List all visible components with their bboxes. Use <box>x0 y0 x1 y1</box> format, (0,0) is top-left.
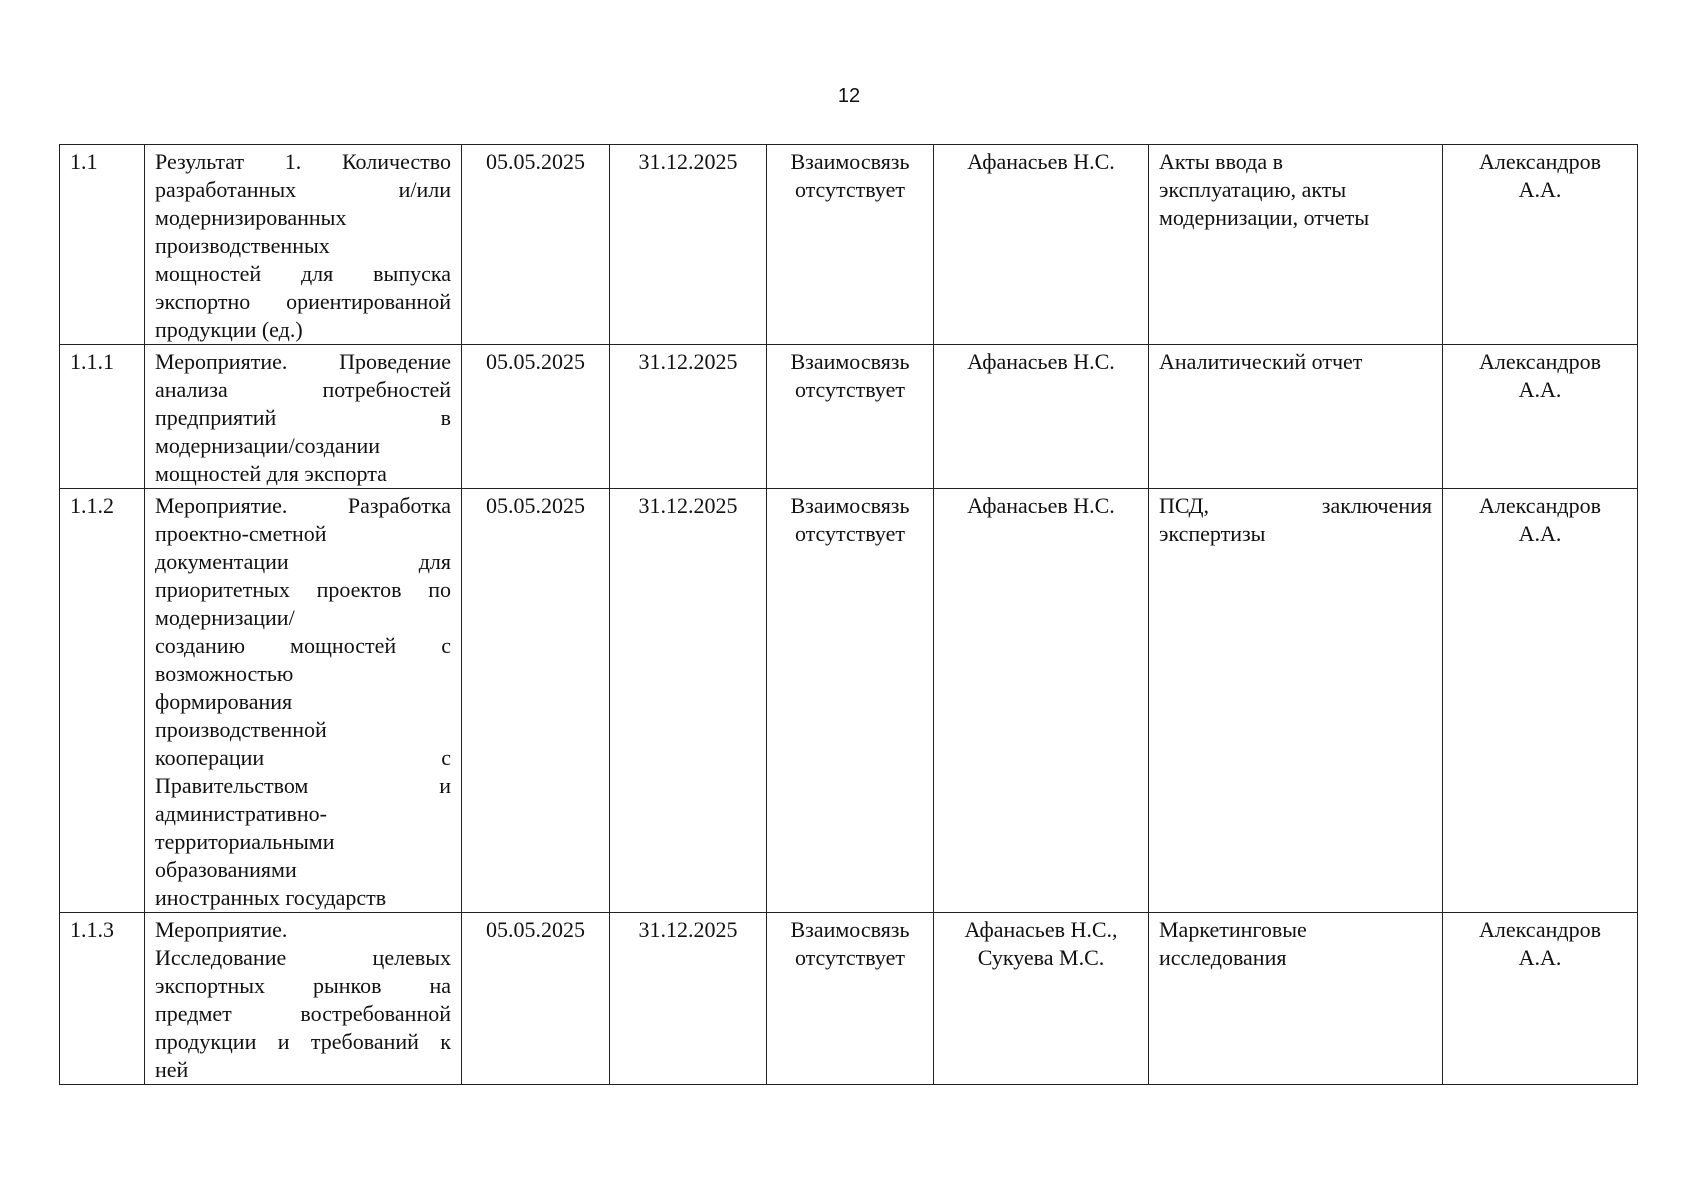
row-number: 1.1.3 <box>70 917 114 942</box>
documents-line: экспертизы <box>1159 521 1266 546</box>
row-name-line: модернизации/ <box>155 605 295 630</box>
responsible-cell <box>934 489 1149 913</box>
table-row <box>60 913 1638 1085</box>
documents-line: Акты ввода в <box>1159 149 1284 174</box>
responsible-line: Афанасьев Н.С. <box>967 149 1115 174</box>
documents-line: эксплуатацию, акты <box>1159 177 1347 202</box>
plan-table <box>59 144 1638 1085</box>
row-name-cell <box>145 145 462 345</box>
relation-cell <box>767 345 934 489</box>
end-date-cell <box>610 145 767 345</box>
relation-line: Взаимосвязь <box>790 917 910 942</box>
start-date: 05.05.2025 <box>486 917 585 942</box>
start-date-cell <box>462 913 610 1085</box>
documents-line: ПСД, заключения <box>1159 493 1432 518</box>
responsible-cell <box>934 913 1149 1085</box>
relation-cell <box>767 913 934 1085</box>
row-name-cell <box>145 489 462 913</box>
row-name-line: производственной <box>155 717 327 742</box>
row-name-line: предмет востребованной <box>155 1001 451 1026</box>
curator-cell <box>1443 913 1638 1085</box>
row-name-cell <box>145 345 462 489</box>
documents-line: Маркетинговые <box>1159 917 1307 942</box>
responsible-line: Афанасьев Н.С., <box>964 917 1118 942</box>
row-name-line: модернизации/создании <box>155 433 381 458</box>
row-name-line: продукции (ед.) <box>155 317 303 342</box>
documents-cell <box>1149 145 1443 345</box>
documents-cell <box>1149 489 1443 913</box>
row-number: 1.1 <box>70 149 98 174</box>
row-name-line: Мероприятие. Разработка <box>155 493 451 518</box>
end-date: 31.12.2025 <box>638 349 738 374</box>
responsible-cell <box>934 145 1149 345</box>
row-name-cell <box>145 913 462 1085</box>
documents-cell <box>1149 345 1443 489</box>
row-name-line: мощностей для экспорта <box>155 461 387 486</box>
responsible-cell <box>934 345 1149 489</box>
end-date: 31.12.2025 <box>638 917 738 942</box>
row-name-line: документации для <box>155 549 451 574</box>
row-name-line: территориальными <box>155 829 335 854</box>
curator-line: Александров <box>1479 493 1601 518</box>
row-name-line: экспортных рынков на <box>155 973 451 998</box>
row-name-line: административно- <box>155 801 327 826</box>
row-number: 1.1.1 <box>70 349 114 374</box>
start-date: 05.05.2025 <box>486 349 585 374</box>
documents-line: Аналитический отчет <box>1159 349 1363 374</box>
relation-line: отсутствует <box>794 945 906 970</box>
end-date: 31.12.2025 <box>638 149 738 174</box>
row-name-line: приоритетных проектов по <box>155 577 451 602</box>
row-name-line: модернизированных <box>155 205 347 230</box>
start-date: 05.05.2025 <box>486 493 585 518</box>
row-name-line: кооперации с <box>155 745 451 770</box>
row-name-line: разработанных и/или <box>155 177 451 202</box>
end-date: 31.12.2025 <box>638 493 738 518</box>
plan-table-body <box>60 145 1638 1085</box>
relation-cell <box>767 489 934 913</box>
row-name-line: анализа потребностей <box>155 377 451 402</box>
responsible-line: Афанасьев Н.С. <box>967 349 1115 374</box>
row-number-cell <box>60 489 145 913</box>
row-number-cell <box>60 913 145 1085</box>
curator-cell <box>1443 145 1638 345</box>
row-number-cell <box>60 345 145 489</box>
responsible-line: Афанасьев Н.С. <box>967 493 1115 518</box>
documents-line: исследования <box>1159 945 1287 970</box>
curator-cell <box>1443 345 1638 489</box>
curator-line: Александров <box>1479 349 1601 374</box>
relation-cell <box>767 145 934 345</box>
end-date-cell <box>610 489 767 913</box>
end-date-cell <box>610 913 767 1085</box>
relation-line: Взаимосвязь <box>790 493 910 518</box>
row-name-line: ней <box>155 1057 189 1082</box>
start-date-cell <box>462 345 610 489</box>
start-date: 05.05.2025 <box>486 149 585 174</box>
row-name-line: Мероприятие. Проведение <box>155 349 451 374</box>
curator-line: А.А. <box>1518 945 1562 970</box>
table-row <box>60 489 1638 913</box>
row-name-line: экспортно ориентированной <box>155 289 451 314</box>
relation-line: Взаимосвязь <box>790 149 910 174</box>
row-number-cell <box>60 145 145 345</box>
relation-line: отсутствует <box>794 177 906 202</box>
row-name-line: производственных <box>155 233 330 258</box>
page-number: 12 <box>837 85 861 107</box>
row-name-line: иностранных государств <box>155 885 387 910</box>
row-name-line: Исследование целевых <box>155 945 451 970</box>
curator-cell <box>1443 489 1638 913</box>
relation-line: отсутствует <box>794 521 906 546</box>
documents-cell <box>1149 913 1443 1085</box>
end-date-cell <box>610 345 767 489</box>
row-name-line: формирования <box>155 689 293 714</box>
curator-line: А.А. <box>1518 521 1562 546</box>
row-number: 1.1.2 <box>70 493 114 518</box>
documents-line: модернизации, отчеты <box>1159 205 1370 230</box>
row-name-line: предприятий в <box>155 405 451 430</box>
curator-line: А.А. <box>1518 377 1562 402</box>
row-name-line: Правительством и <box>155 773 451 798</box>
curator-line: Александров <box>1479 149 1601 174</box>
row-name-line: образованиями <box>155 857 297 882</box>
row-name-line: созданию мощностей с <box>155 633 451 658</box>
start-date-cell <box>462 145 610 345</box>
row-name-line: Мероприятие. <box>155 917 288 942</box>
row-name-line: продукции и требований к <box>155 1029 451 1054</box>
curator-line: А.А. <box>1518 177 1562 202</box>
row-name-line: возможностью <box>155 661 294 686</box>
start-date-cell <box>462 489 610 913</box>
curator-line: Александров <box>1479 917 1601 942</box>
table-row <box>60 145 1638 345</box>
row-name-line: проектно-сметной <box>155 521 327 546</box>
row-name-line: Результат 1. Количество <box>155 149 451 174</box>
responsible-line: Сукуева М.С. <box>977 945 1105 970</box>
relation-line: Взаимосвязь <box>790 349 910 374</box>
table-row <box>60 345 1638 489</box>
row-name-line: мощностей для выпуска <box>155 261 451 286</box>
relation-line: отсутствует <box>794 377 906 402</box>
